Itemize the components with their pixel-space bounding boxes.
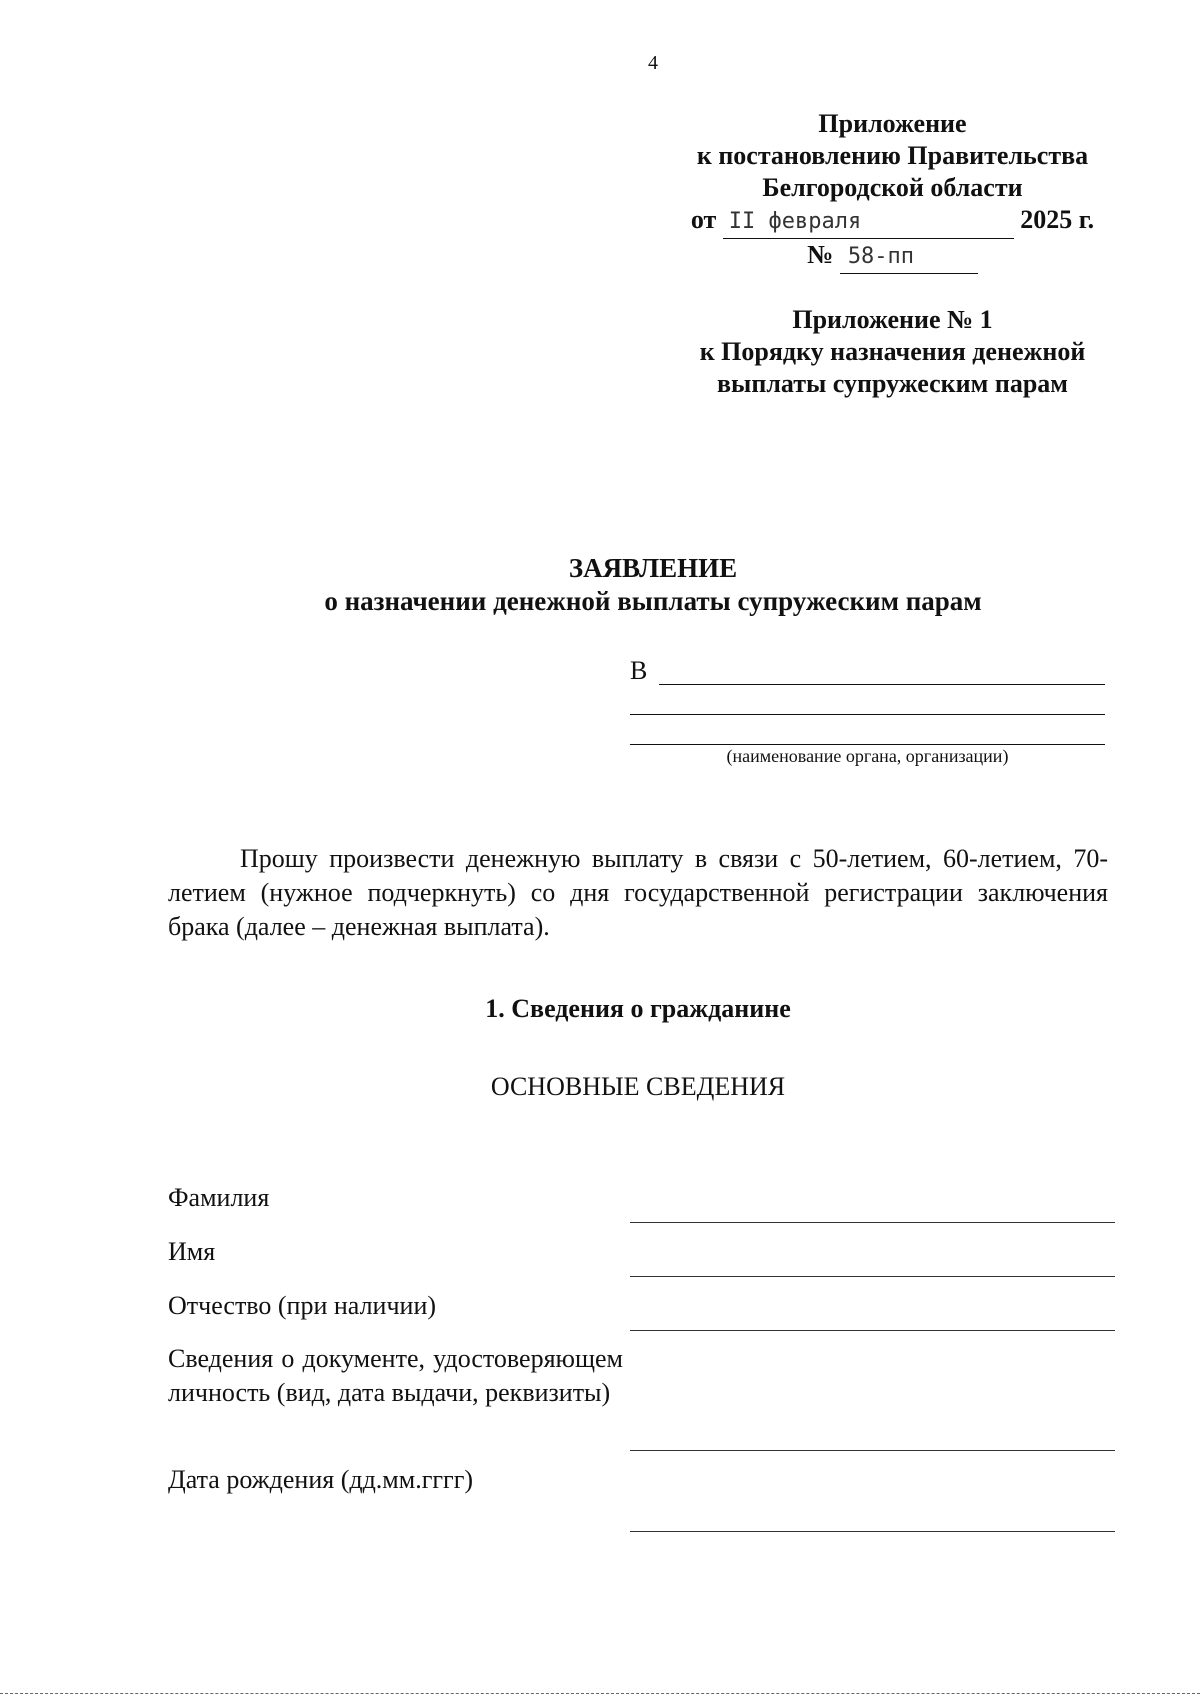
approval-date-line (660, 204, 1125, 239)
addressee-line-3 (630, 744, 1105, 745)
statement-subtitle: о назначении денежной выплаты супружеским парам (324, 586, 982, 616)
field-name-line[interactable] (630, 1276, 1115, 1277)
section-subheading: ОСНОВНЫЕ СВЕДЕНИЯ (490, 1072, 786, 1101)
addressee-line-2 (630, 714, 1105, 715)
approval-date-suffix: 2025 г. (1020, 205, 1095, 234)
appendix-line3: выплаты супружеским парам (717, 369, 1068, 398)
page-number: 4 (648, 52, 658, 74)
statement-title: ЗАЯВЛЕНИЕ (568, 553, 738, 583)
field-patronymic-line[interactable] (630, 1330, 1115, 1331)
request-paragraph (168, 842, 1108, 944)
approval-line2: к постановлению Правительства (696, 141, 1089, 170)
field-surname-line[interactable] (630, 1222, 1115, 1223)
section-heading: 1. Сведения о гражданине (485, 994, 791, 1023)
addressee-caption: (наименование органа, организации) (726, 746, 1009, 766)
field-birthdate-label: Дата рождения (дд.мм.гггг) (168, 1465, 474, 1494)
addressee-line-1 (659, 684, 1105, 685)
statement-title-block (0, 552, 1200, 618)
field-id-document-line[interactable] (630, 1450, 1115, 1451)
approval-number-line (660, 239, 1125, 274)
approval-number-prefix: № (807, 240, 834, 269)
addressee-prefix: В (630, 656, 648, 685)
appendix-line2: к Порядку назначения денежной (699, 337, 1086, 366)
request-text: Прошу произвести денежную выплату в связи с 50-летием, 60-летием, 70-летием (нужное подчеркнуть) со дня государственной регистрации заключения брака (далее – денежная выплата). (168, 844, 1108, 941)
page-bottom-edge (0, 1693, 1200, 1694)
approval-date-prefix: от (690, 205, 717, 234)
approval-date-handwritten: II февраля (723, 206, 1014, 239)
appendix-block (660, 304, 1125, 400)
field-birthdate-line[interactable] (630, 1531, 1115, 1532)
appendix-line1: Приложение № 1 (792, 305, 993, 334)
approval-number-handwritten: 58-пп (840, 241, 978, 274)
field-patronymic-label: Отчество (при наличии) (168, 1291, 437, 1320)
approval-block (660, 108, 1125, 274)
field-surname-label: Фамилия (168, 1183, 270, 1212)
field-name-label: Имя (168, 1237, 216, 1266)
approval-line3: Белгородской области (762, 173, 1023, 202)
approval-line1: Приложение (818, 109, 967, 138)
field-id-document-label: Сведения о документе, удостоверяющем личность (вид, дата выдачи, реквизиты) (168, 1344, 623, 1407)
